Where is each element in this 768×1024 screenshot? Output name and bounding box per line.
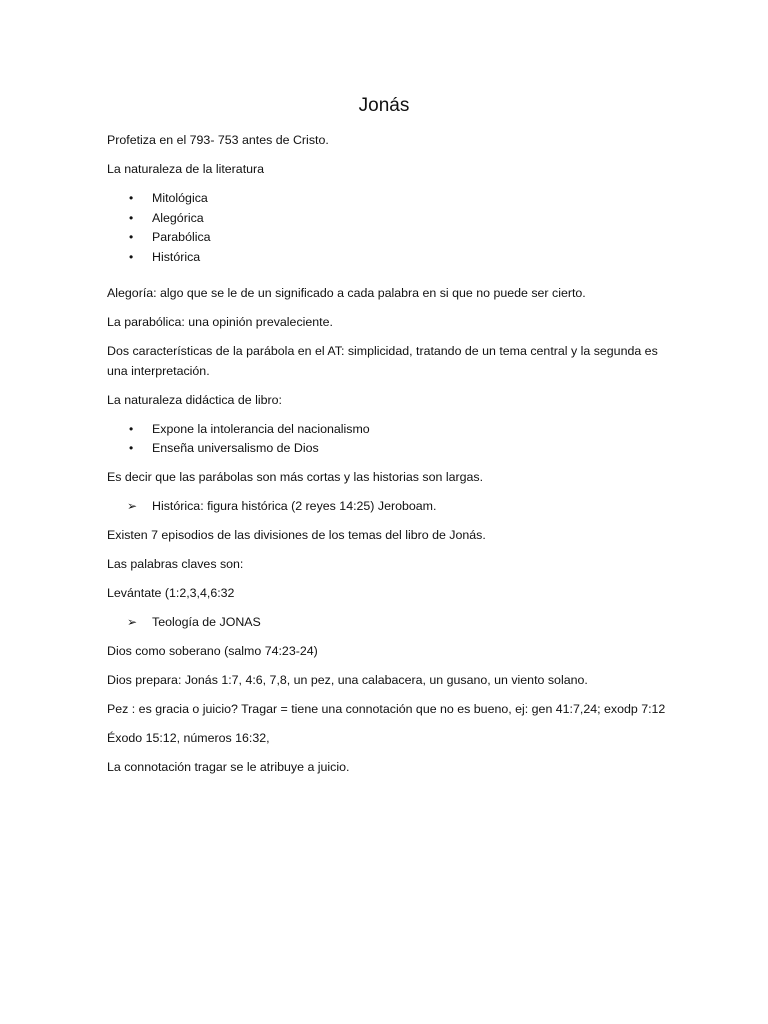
paragraph-levantate: Levántate (1:2,3,4,6:32 bbox=[107, 586, 235, 600]
bullet-icon: • bbox=[129, 230, 134, 244]
arrow-list-item-label: Teología de JONAS bbox=[152, 615, 261, 629]
list-item bbox=[107, 439, 667, 459]
paragraph-caracteristicas: Dos características de la parábola en el AT: simplicidad, tratando de un tema central y la segunda es una interpretación. bbox=[107, 344, 658, 378]
bullet-icon: • bbox=[129, 210, 134, 225]
list-item bbox=[107, 189, 667, 209]
paragraph-soberano: Dios como soberano (salmo 74:23-24) bbox=[107, 644, 318, 658]
list-item-label: Histórica bbox=[152, 249, 201, 264]
bullet-icon: • bbox=[129, 191, 134, 205]
arrow-list-item-label: Histórica: figura histórica (2 reyes 14:25) Jeroboam. bbox=[152, 499, 437, 513]
list-item bbox=[107, 420, 667, 440]
document-body bbox=[107, 131, 667, 787]
bullet-icon: • bbox=[129, 249, 134, 264]
paragraph-episodios: Existen 7 episodios de las divisiones de los temas del libro de Jonás. bbox=[107, 528, 486, 542]
list-item bbox=[107, 209, 667, 229]
list-item-label: Expone la intolerancia del nacionalismo bbox=[152, 421, 370, 436]
paragraph-exodo: Éxodo 15:12, números 16:32, bbox=[107, 731, 270, 745]
arrow-bullet-icon: ➢ bbox=[127, 499, 138, 513]
list-item-label: Parabólica bbox=[152, 230, 211, 244]
bullet-icon: • bbox=[129, 421, 134, 436]
arrow-list-item bbox=[107, 497, 667, 517]
paragraph-profetiza: Profetiza en el 793- 753 antes de Cristo. bbox=[107, 133, 329, 147]
didactic-list bbox=[107, 420, 667, 459]
list-item-label: Mitológica bbox=[152, 191, 208, 205]
list-item bbox=[107, 248, 667, 268]
paragraph-connotacion: La connotación tragar se le atribuye a juicio. bbox=[107, 760, 350, 774]
arrow-list-item bbox=[107, 613, 667, 633]
arrow-list-historica bbox=[107, 497, 667, 517]
paragraph-naturaleza-literatura: La naturaleza de la literatura bbox=[107, 162, 265, 176]
list-item-label: Alegórica bbox=[152, 210, 204, 225]
paragraph-alegoria: Alegoría: algo que se le de un significado a cada palabra en si que no puede ser cierto. bbox=[107, 286, 586, 300]
arrow-bullet-icon: ➢ bbox=[127, 615, 138, 629]
paragraph-parabolas-cortas: Es decir que las parábolas son más cortas y las historias son largas. bbox=[107, 470, 484, 484]
paragraph-pez: Pez : es gracia o juicio? Tragar = tiene una connotación que no es bueno, ej: gen 41:7,24; exodp 7:12 bbox=[107, 702, 666, 716]
list-item bbox=[107, 228, 667, 248]
paragraph-dios-prepara: Dios prepara: Jonás 1:7, 4:6, 7,8, un pez, una calabacera, un gusano, un viento solano. bbox=[107, 673, 588, 687]
paragraph-palabras-claves: Las palabras claves son: bbox=[107, 557, 244, 571]
literature-type-list bbox=[107, 189, 667, 267]
paragraph-parabolica: La parabólica: una opinión prevaleciente. bbox=[107, 315, 333, 329]
list-item-label: Enseña universalismo de Dios bbox=[152, 441, 319, 455]
paragraph-naturaleza-didactica: La naturaleza didáctica de libro: bbox=[107, 392, 282, 407]
arrow-list-teologia bbox=[107, 613, 667, 633]
document-title: Jonás bbox=[358, 95, 410, 116]
bullet-icon: • bbox=[129, 441, 134, 455]
